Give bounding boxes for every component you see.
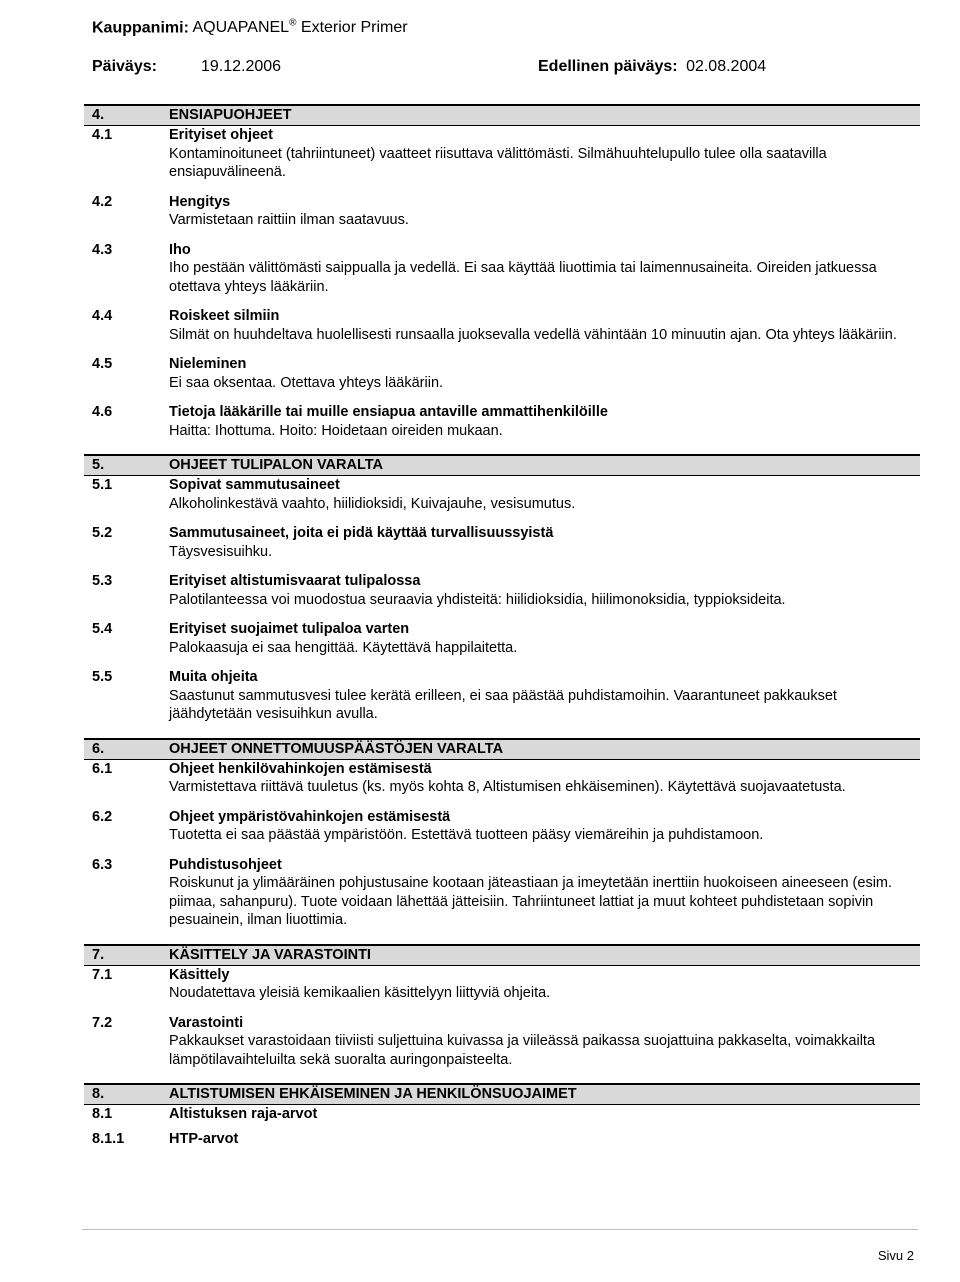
- subsection: [84, 620, 920, 657]
- subsection: [84, 126, 920, 182]
- subsection-title: Erityiset ohjeet: [169, 127, 273, 143]
- subsection-text: Palotilanteessa voi muodostua seuraavia yhdisteitä: hiilidioksidia, hiilimonoksidia, typpioksideita.: [169, 591, 786, 608]
- subsection-title: Roiskeet silmiin: [169, 308, 280, 324]
- subsection-number: 5.4: [92, 621, 113, 637]
- subsection-title: Altistuksen raja-arvot: [169, 1106, 318, 1122]
- subsection-text: Varmistettava riittävä tuuletus (ks. myös kohta 8, Altistumisen ehkäiseminen). Käytettävä suojavaatetusta.: [169, 779, 846, 795]
- section-title: OHJEET ONNETTOMUUSPÄÄSTÖJEN VARALTA: [169, 740, 504, 757]
- subsection-title: Puhdistusohjeet: [169, 856, 282, 873]
- previous-date: [538, 58, 766, 76]
- header-trade-name: [92, 18, 408, 37]
- subsection-number: 4.5: [92, 356, 113, 372]
- subsection-spacer: [84, 797, 920, 808]
- subsection: [84, 524, 920, 561]
- subsection-title: Käsittely: [169, 966, 230, 983]
- header-dates: [92, 58, 912, 76]
- subsection-text: Kontaminoituneet (tahriintuneet) vaatteet riisuttava välittömästi. Silmähuuhtelupullo tulee olla saatavilla ensiapuvälineenä.: [169, 145, 827, 180]
- page-number: Sivu 2: [877, 1248, 914, 1263]
- subsection: [84, 808, 920, 845]
- product-name-rest: Exterior Primer: [296, 19, 408, 37]
- subsection: [84, 403, 920, 440]
- subsection-text: Täysvesisuihku.: [169, 543, 273, 560]
- subsection-spacer: [84, 657, 920, 668]
- subsection-spacer: [84, 392, 920, 403]
- subsection-number: 5.5: [92, 669, 113, 685]
- subsection-number: 4.6: [92, 404, 113, 420]
- section-spacer: [84, 930, 920, 944]
- subsection-title: Ohjeet henkilövahinkojen estämisestä: [169, 760, 432, 777]
- section-title: OHJEET TULIPALON VARALTA: [169, 457, 384, 473]
- subsection-spacer: [84, 845, 920, 856]
- section-number: 7.: [92, 946, 105, 963]
- subsection: [84, 355, 920, 392]
- section-heading: [84, 104, 920, 126]
- section-heading: [84, 1083, 920, 1105]
- subsection-title: Tietoja lääkärille tai muille ensiapua antaville ammattihenkilöille: [169, 404, 608, 420]
- section-spacer: [84, 1069, 920, 1083]
- subsection-title: Sammutusaineet, joita ei pidä käyttää turvallisuussyistä: [169, 525, 554, 541]
- subsection-title: Nieleminen: [169, 356, 247, 372]
- subsection-number: 6.2: [92, 808, 113, 825]
- subsection-title: Erityiset altistumisvaarat tulipalossa: [169, 573, 421, 589]
- date-value: 19.12.2006: [201, 58, 282, 75]
- section-title: ALTISTUMISEN EHKÄISEMINEN JA HENKILÖNSUOJAIMET: [169, 1086, 577, 1102]
- section-spacer: [84, 440, 920, 454]
- section-number: 5.: [92, 457, 105, 473]
- subsection: [84, 476, 920, 513]
- document-body: [84, 104, 920, 1148]
- section-title: KÄSITTELY JA VARASTOINTI: [169, 946, 371, 963]
- subsection: [84, 572, 920, 609]
- section-heading: [84, 738, 920, 760]
- subsection: [84, 966, 920, 1003]
- section-number: 4.: [92, 107, 105, 123]
- subsection-text: Iho pestään välittömästi saippualla ja vedellä. Ei saa käyttää liuottimia tai laimennusaineita. Oireiden jatkuessa otettava yhteys lääkäriin.: [169, 260, 877, 295]
- subsection-text: Alkoholinkestävä vaahto, hiilidioksidi, Kuivajauhe, vesisumutus.: [169, 495, 576, 512]
- date-label: Päiväys:: [92, 58, 157, 75]
- subsection-number: 4.3: [92, 241, 113, 258]
- section-title: ENSIAPUOHJEET: [169, 107, 292, 123]
- subsection-text: Haitta: Ihottuma. Hoito: Hoidetaan oireiden mukaan.: [169, 422, 503, 439]
- section-number: 8.: [92, 1086, 105, 1102]
- subsection-spacer: [84, 513, 920, 524]
- subsection-spacer: [84, 182, 920, 193]
- subsection-number: 8.1: [92, 1106, 113, 1122]
- subsection: [84, 1105, 920, 1124]
- subsection-title: Hengitys: [169, 193, 231, 210]
- subsection-text: Palokaasuja ei saa hengittää. Käytettävä happilaitetta.: [169, 639, 518, 656]
- section-spacer: [84, 724, 920, 738]
- subsection-text: Pakkaukset varastoidaan tiiviisti suljettuina kuivassa ja viileässä paikassa suojattuina pakkaselta, voimakkailta lämpötilavaihteluilta sekä suoralta auringonpaisteelta.: [169, 1033, 876, 1068]
- subsection: [84, 241, 920, 297]
- subsection-title: Erityiset suojaimet tulipaloa varten: [169, 621, 410, 637]
- subsection-spacer: [84, 609, 920, 620]
- subsection-number: 5.3: [92, 573, 113, 589]
- section-number: 6.: [92, 740, 105, 757]
- subsection: [84, 307, 920, 344]
- subsection-number: 5.1: [92, 477, 113, 493]
- previous-date-value: 02.08.2004: [686, 58, 767, 75]
- subsection-spacer: [84, 561, 920, 572]
- subsection-number: 4.4: [92, 308, 113, 324]
- registered-mark: ®: [289, 18, 297, 29]
- product-name-main: AQUAPANEL: [192, 19, 290, 37]
- subsection: [84, 193, 920, 230]
- subsection-number: 4.1: [92, 127, 113, 143]
- subsection: [84, 760, 920, 797]
- subsection-text: Saastunut sammutusvesi tulee kerätä erilleen, ei saa päästää puhdistamoihin. Vaarantuneet pakkaukset jäähdytetään vesisuihkun avulla.: [169, 687, 837, 722]
- previous-date-label: Edellinen päiväys:: [538, 58, 678, 75]
- subsection-spacer: [84, 296, 920, 307]
- subsection-text: Noudatettava yleisiä kemikaalien käsittelyyn liittyviä ohjeita.: [169, 985, 551, 1001]
- subsection-title: Iho: [169, 241, 191, 258]
- subsection-number: 7.1: [92, 966, 113, 983]
- footer-divider: [82, 1229, 918, 1230]
- section-heading: [84, 454, 920, 476]
- subsection-number: 5.2: [92, 525, 113, 541]
- trade-name-label: Kauppanimi:: [92, 19, 189, 37]
- subsection-spacer: [84, 230, 920, 241]
- product-name: [192, 19, 407, 36]
- subsection-title: Muita ohjeita: [169, 669, 258, 685]
- subsection-title: Varastointi: [169, 1014, 244, 1031]
- subsection-title: HTP-arvot: [169, 1130, 239, 1147]
- subsection: [84, 668, 920, 724]
- subsection-spacer: [84, 1003, 920, 1014]
- subsection-number: 6.1: [92, 760, 113, 777]
- subsection-text: Silmät on huuhdeltava huolellisesti runsaalla juoksevalla vedellä vähintään 10 minuutin ajan. Ota yhteys lääkäriin.: [169, 326, 897, 343]
- subsection-title: Sopivat sammutusaineet: [169, 477, 340, 493]
- subsection-spacer: [84, 344, 920, 355]
- subsection-number: 6.3: [92, 856, 113, 873]
- subsection: [84, 856, 920, 930]
- section-heading: [84, 944, 920, 966]
- subsection-number: 4.2: [92, 193, 113, 210]
- subsection-title: Ohjeet ympäristövahinkojen estämisestä: [169, 808, 451, 825]
- subsection-text: Varmistetaan raittiin ilman saatavuus.: [169, 212, 409, 228]
- subsection: [84, 1130, 920, 1149]
- subsection-number: 8.1.1: [92, 1130, 125, 1147]
- subsection-text: Ei saa oksentaa. Otettava yhteys lääkäriin.: [169, 374, 444, 391]
- subsection-text: Tuotetta ei saa päästää ympäristöön. Estettävä tuotteen pääsy viemäreihin ja puhdistamoon.: [169, 827, 764, 843]
- subsection: [84, 1014, 920, 1070]
- subsection-number: 7.2: [92, 1014, 113, 1031]
- subsection-text: Roiskunut ja ylimääräinen pohjustusaine kootaan jäteastiaan ja imeytetään inerttiin huokoiseen aineeseen (esim. piimaa, sahanpuru). Tuote voidaan lähettää jätteisiin. Tahriintuneet lattiat ja muut kohteet puhdistetaan sopivin pesuainein, ilman liuottimia.: [169, 875, 893, 928]
